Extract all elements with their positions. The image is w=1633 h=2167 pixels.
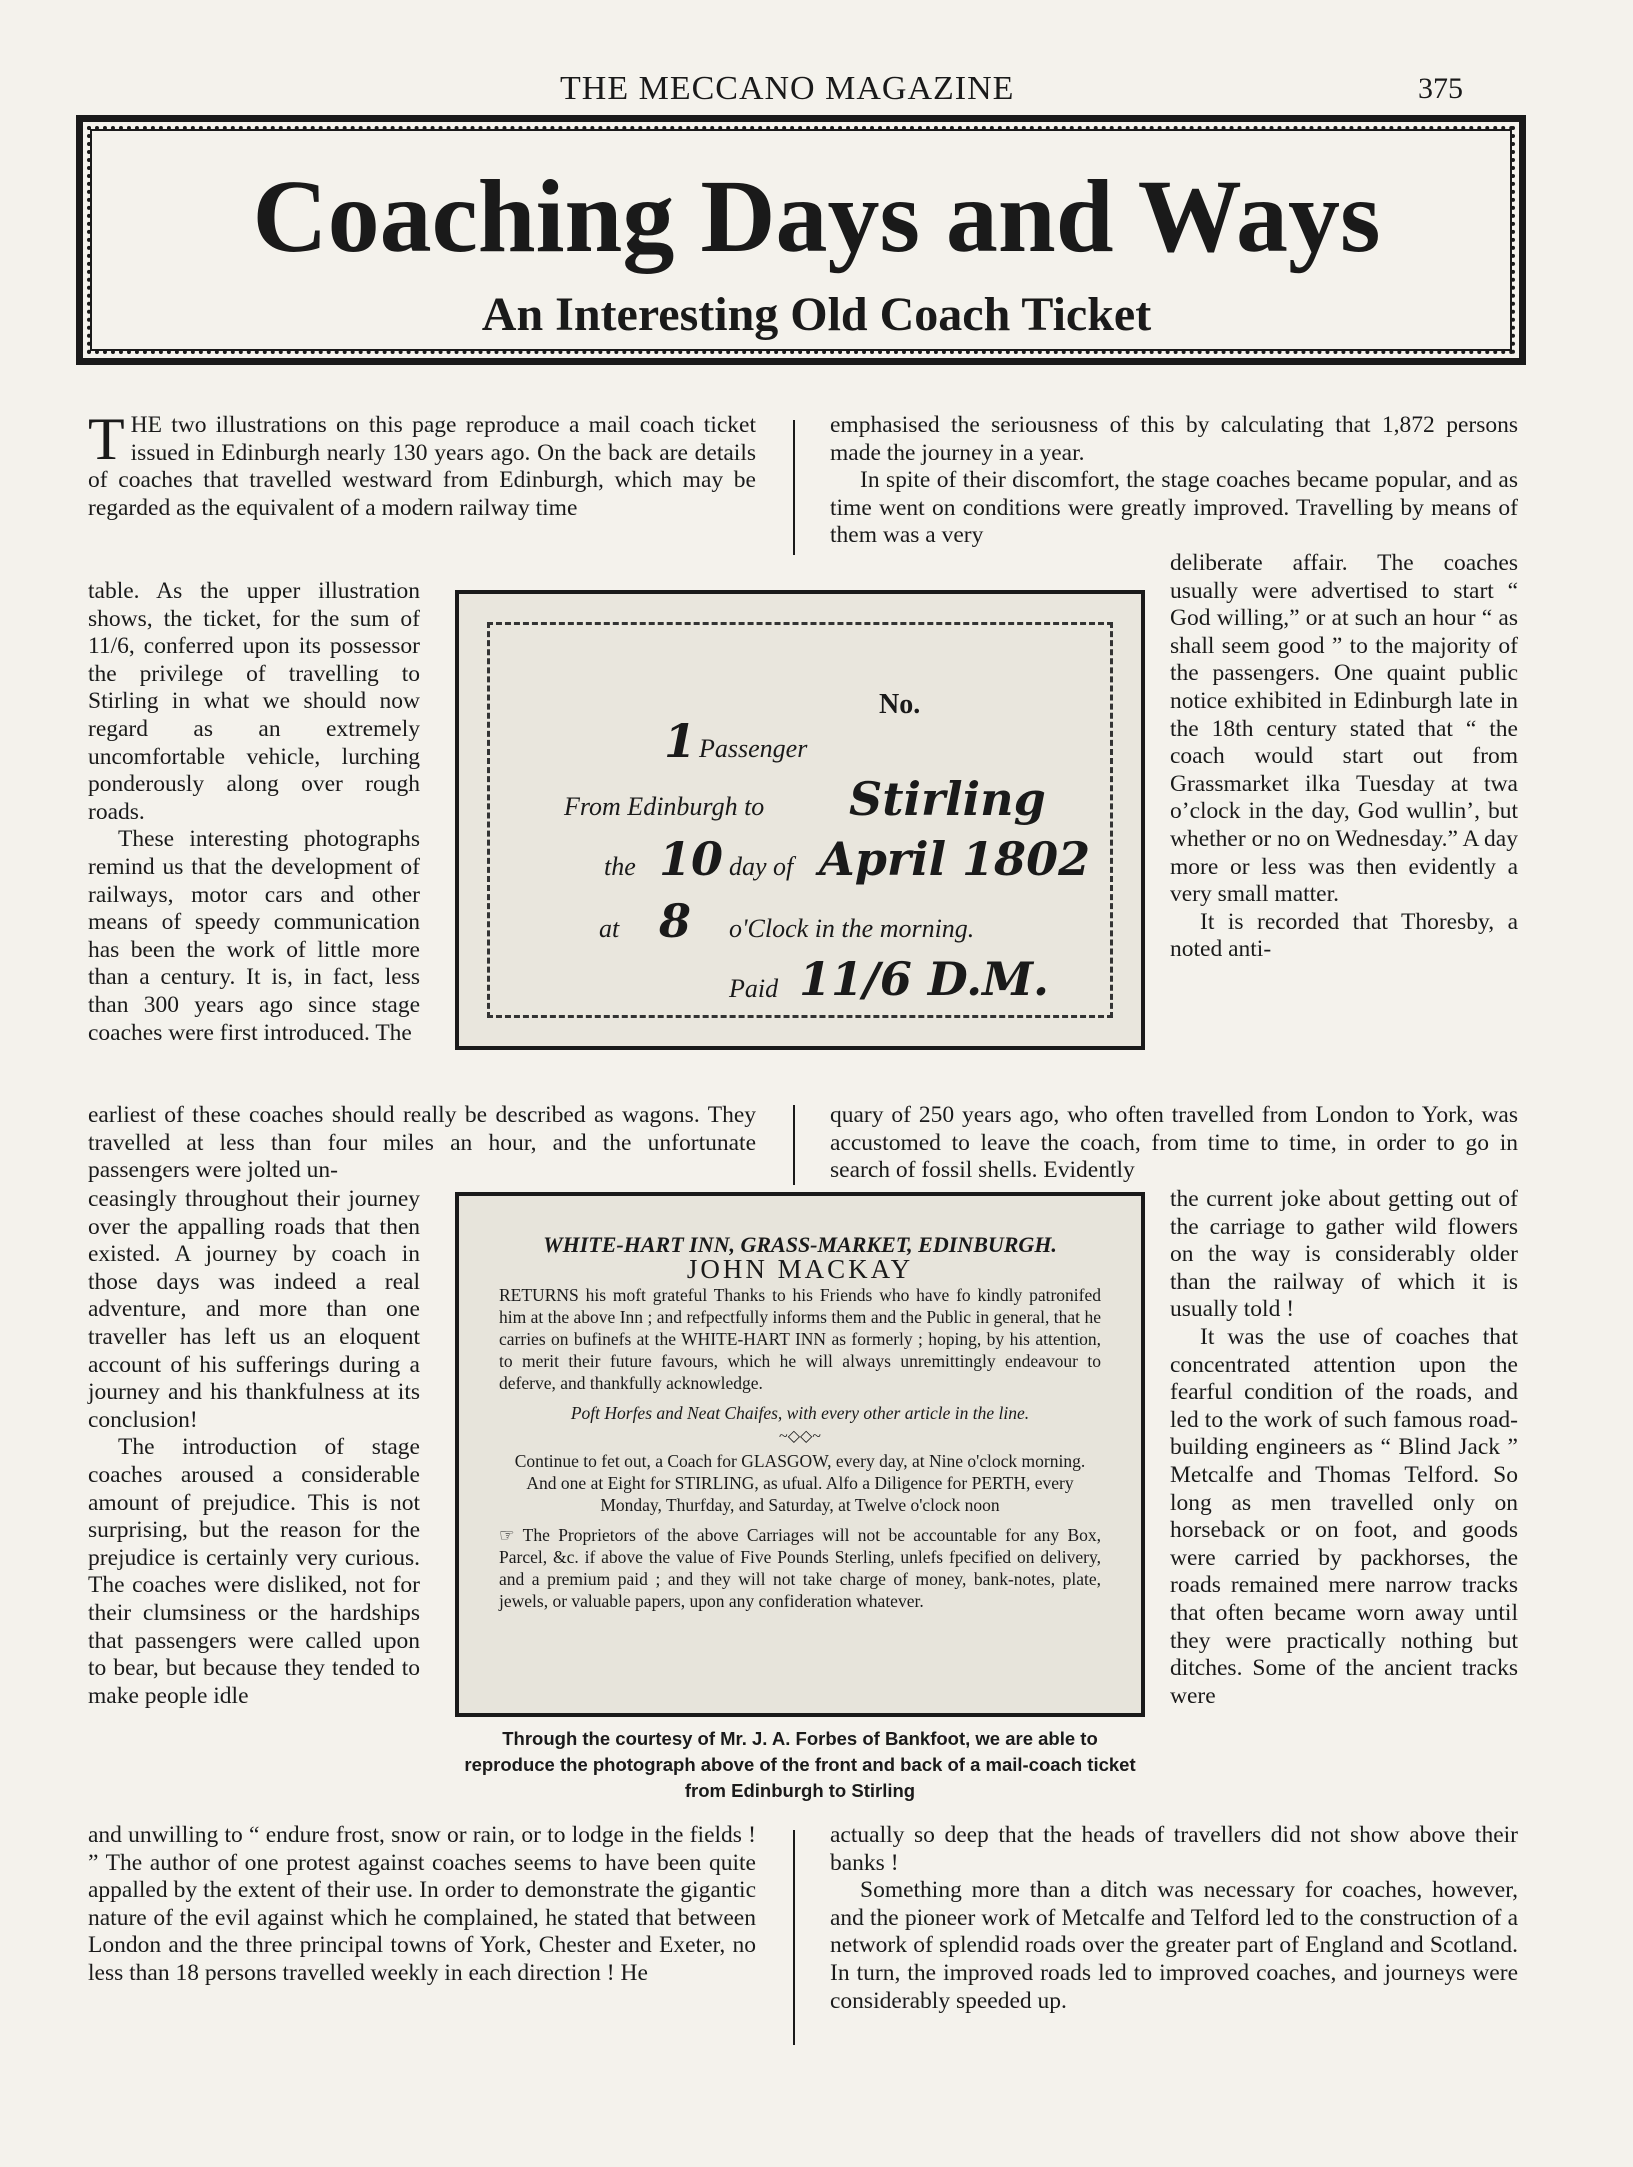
col3-a [1170,550,1518,964]
col1-wide [88,1102,756,1185]
ticket-passenger: Passenger [699,734,808,763]
col2-top [830,412,1518,550]
ticket-destination: Stirling [849,772,1046,826]
paragraph: and unwilling to “ endure frost, snow or rain, or to lodge in the fields ! ” The author of one protest against coaches seems to have been quite appalled by the extent of their use. In order to demonstrate the gigantic nature of the evil against which he complained, he stated that between London and the three principal towns of York, Chester and Exeter, no less than 18 persons travelled weekly in each direction ! He [88,1822,756,1986]
ticket-month: April 1802 [819,832,1091,886]
col1-bottom [88,1822,756,1988]
handbill-photo [455,1192,1145,1717]
handbill-name: JOHN MACKAY [686,1254,914,1284]
handbill-ornament: ~◇◇~ [779,1428,821,1445]
col1-low [88,1186,420,1710]
figure-caption: Through the courtesy of Mr. J. A. Forbes of Bankfoot, we are able to reproduce the photograph above of the front and back of a mail-coach ticket from Edinburgh to Stirling [464,1728,1136,1801]
ticket-photo [455,590,1145,1050]
paragraph: It was the use of coaches that concentrated attention upon the fearful condition of the roads, and led to the work of such famous road-building engineers as “ Blind Jack ” Metcalfe and Thomas Telford. So long as men travelled only on horseback or on foot, and goods were carried by packhorses, the roads remained mere narrow tracks that often became worn away until they were practically nothing but ditches. Some of the ancient tracks were [1170,1323,1518,1709]
column-rule [793,1105,795,1185]
paragraph: The introduction of stage coaches aroused a considerable amount of prejudice. This is not surprising, but the reason for the prejudice is certainly very curious. The coaches were disliked, not for their clumsiness or the hardships that passengers were called upon to bear, but because they tended to make people idle [88,1434,420,1709]
paragraph: earliest of these coaches should really be described as wagons. They travelled at less than four miles an hour, and the unfortunate passengers were jolted un- [88,1102,756,1184]
handbill-heading: WHITE-HART INN, GRASS-MARKET, EDINBURGH. [543,1232,1057,1257]
col3-b [1170,1186,1518,1710]
paragraph: deliberate affair. The coaches usually were advertised to start “ God willing,” or at such an hour “ as shall seem good ” to the majority of the passengers. One quaint public notice exhibited in Edinburgh late in the 18th century stated that “ the coach would start out from Grassmarket ilka Tuesday at twa o’clock in the day, God wullin’, but whether or no on Wednesday.” A day more or less was then evidently a very small matter. [1170,550,1518,908]
paragraph: ceasingly throughout their journey over the appalling roads that then existed. A journey by coach in those days was indeed a real adventure, and more than one traveller has left us an eloquent account of his sufferings during a journey and his thankfulness at its conclusion! [88,1186,420,1433]
paragraph: actually so deep that the heads of travellers did not show above their banks ! [830,1822,1518,1876]
ticket-passenger-num: 1 [664,714,697,768]
paragraph: HE two illustrations on this page reproduce a mail coach ticket issued in Edinburgh nearly 130 years ago. On the back are details of coaches that travelled westward from Edinburgh, which may be regarded as the equivalent of a modern railway time [88,412,756,521]
handbill-italic: Poft Horfes and Neat Chaifes, with every other article in the line. [570,1403,1030,1423]
paragraph: It is recorded that Thoresby, a noted anti- [1170,908,1518,963]
ticket-at: at [599,914,620,943]
ticket-the: the [604,852,636,881]
article-subtitle: An Interesting Old Coach Ticket [481,288,1152,341]
col2-mid [830,1102,1518,1185]
ticket-no: No. [879,689,921,720]
ticket-day: 10 [659,832,724,886]
paragraph: These interesting photographs remind us that the development of railways, motor cars and other means of speedy communication has been the work of little more than a century. It is, in fact, less than 300 years ago since stage coaches were first introduced. The [88,826,420,1046]
ticket-clock: o'Clock in the morning. [729,914,975,943]
ticket-day-of: day of [729,852,794,881]
col1-top [88,406,756,522]
handbill-body: ☞ The Proprietors of the above Carriages will not be accountable for any Box, Parcel, &c. if above the value of Five Pounds Sterling, unlefs fpecified on delivery, and a premium paid ; and they will not take charge of money, bank-notes, plate, jewels, or valuable papers, upon any confideration whatever. [499,1525,1101,1611]
paragraph: quary of 250 years ago, who often travelled from London to York, was accustomed to leave the coach, from time to time, in order to go in search of fossil shells. Evidently [830,1102,1518,1184]
page-number: 375 [1418,72,1463,105]
col2-bottom [830,1822,1518,2015]
paragraph: table. As the upper illustration shows, the ticket, for the sum of 11/6, conferred upon its possessor the privilege of travelling to Stirling in what we should now regard as an extremely uncomfortable vehicle, lurching ponderously along over rough roads. [88,578,420,825]
col1-mid [88,578,420,1047]
handbill-body: Continue to fet out, a Coach for GLASGOW, every day, at Nine o'clock morning. And one at Eight for STIRLING, as ufual. Alfo a Diligence for PERTH, every Monday, Thurfday, and Saturday, at Twelve o'clock noon [514,1451,1086,1515]
ticket-paid-amount: 11/6 D.M. [799,952,1050,1006]
paragraph: Something more than a ditch was necessary for coaches, however, and the pioneer work of Metcalfe and Telford led to the construction of a network of splendid roads over the greater part of England and Scotland. In turn, the improved roads led to improved coaches, and journeys were considerably speeded up. [830,1877,1518,2014]
paragraph: In spite of their discomfort, the stage coaches became popular, and as time went on conditions were greatly improved. Travelling by means of them was a very [830,467,1518,549]
column-rule [793,1830,795,2045]
column-rule [793,420,795,555]
ticket-hour: 8 [659,894,692,948]
ticket-paid: Paid [729,974,779,1003]
running-title: THE MECCANO MAGAZINE [560,70,1015,107]
handbill-body: RETURNS his moft grateful Thanks to his Friends who have fo kindly patronifed him at the above Inn ; and refpectfully informs them and the Public in general, that he carries on bufinefs at the WHITE-HART INN as formerly ; hoping, by his attention, to merit their future favours, which he will always unremittingly endeavour to deferve, and thankfully acknowledge. [499,1285,1101,1393]
drop-cap: T [88,406,125,472]
paragraph: the current joke about getting out of the carriage to gather wild flowers on the way is considerably older than the railway of which it is usually told ! [1170,1186,1518,1323]
ticket-from: From Edinburgh to [564,792,765,821]
article-title: Coaching Days and Ways [252,159,1381,274]
paragraph: emphasised the seriousness of this by calculating that 1,872 persons made the journey in a year. [830,412,1518,466]
